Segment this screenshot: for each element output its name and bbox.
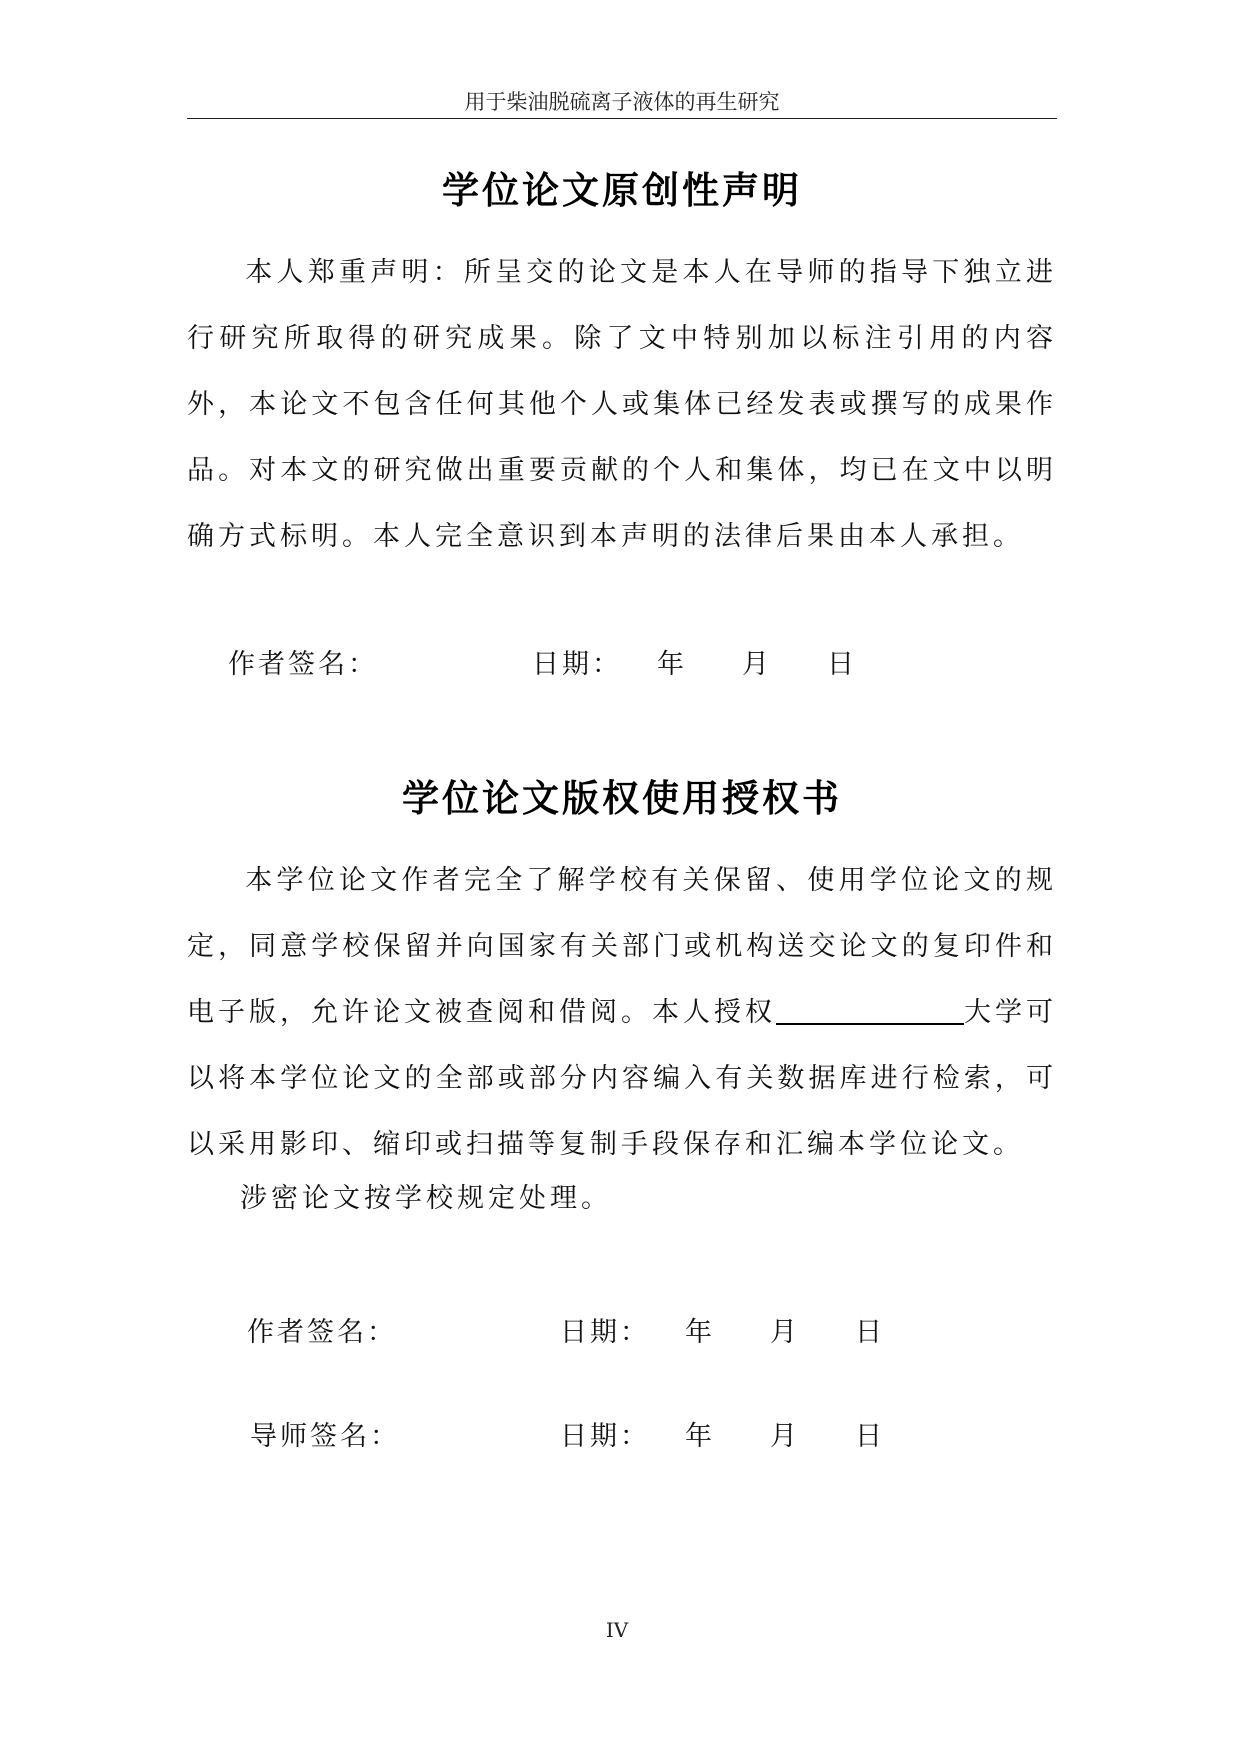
page-number: IV <box>605 1618 629 1642</box>
supervisor-signature-label: 导师签名： <box>250 1421 400 1452</box>
date-label: 日期： <box>532 649 622 680</box>
originality-title: 学位论文原创性声明 <box>442 169 802 212</box>
copyright-title: 学位论文版权使用授权书 <box>402 777 842 820</box>
originality-body <box>187 240 1057 570</box>
copyright-text-after: 大学可以将本学位论文的全部或部分内容编入有关数据库进行检索，可以采用影印、缩印或扫描等复制手段保存和汇编本学位论文。 <box>187 997 1057 1160</box>
running-header: 用于柴油脱硫离子液体的再生研究 <box>464 90 780 114</box>
originality-text: 本人郑重声明：所呈交的论文是本人在导师的指导下独立进行研究所取得的研究成果。除了文中特别加以标注引用的内容外，本论文不包含任何其他个人或集体已经发表或撰写的成果作品。对本文的研究做出重要贡献的个人和集体，均已在文中以明确方式标明。本人完全意识到本声明的法律后果由本人承担。 <box>187 257 1057 552</box>
month-label: 月 <box>770 1421 800 1452</box>
day-label: 日 <box>855 1421 885 1452</box>
copyright-text-before: 本学位论文作者完全了解学校有关保留、使用学位论文的规定，同意学校保留并向国家有关部门或机构送交论文的复印件和电子版，允许论文被查阅和借阅。本人授权 <box>187 865 1057 1028</box>
month-label: 月 <box>742 649 772 680</box>
header-rule <box>187 118 1057 119</box>
year-label: 年 <box>657 649 687 680</box>
author-signature-label: 作者签名： <box>247 1317 397 1348</box>
copyright-body <box>187 848 1057 1178</box>
day-label: 日 <box>827 649 857 680</box>
date-label: 日期： <box>560 1421 650 1452</box>
author-signature-label: 作者签名： <box>228 649 378 680</box>
year-label: 年 <box>685 1317 715 1348</box>
secret-thesis-note: 涉密论文按学校规定处理。 <box>240 1183 612 1214</box>
year-label: 年 <box>685 1421 715 1452</box>
date-label: 日期： <box>560 1317 650 1348</box>
month-label: 月 <box>770 1317 800 1348</box>
day-label: 日 <box>855 1317 885 1348</box>
university-blank-field[interactable] <box>776 995 964 1025</box>
